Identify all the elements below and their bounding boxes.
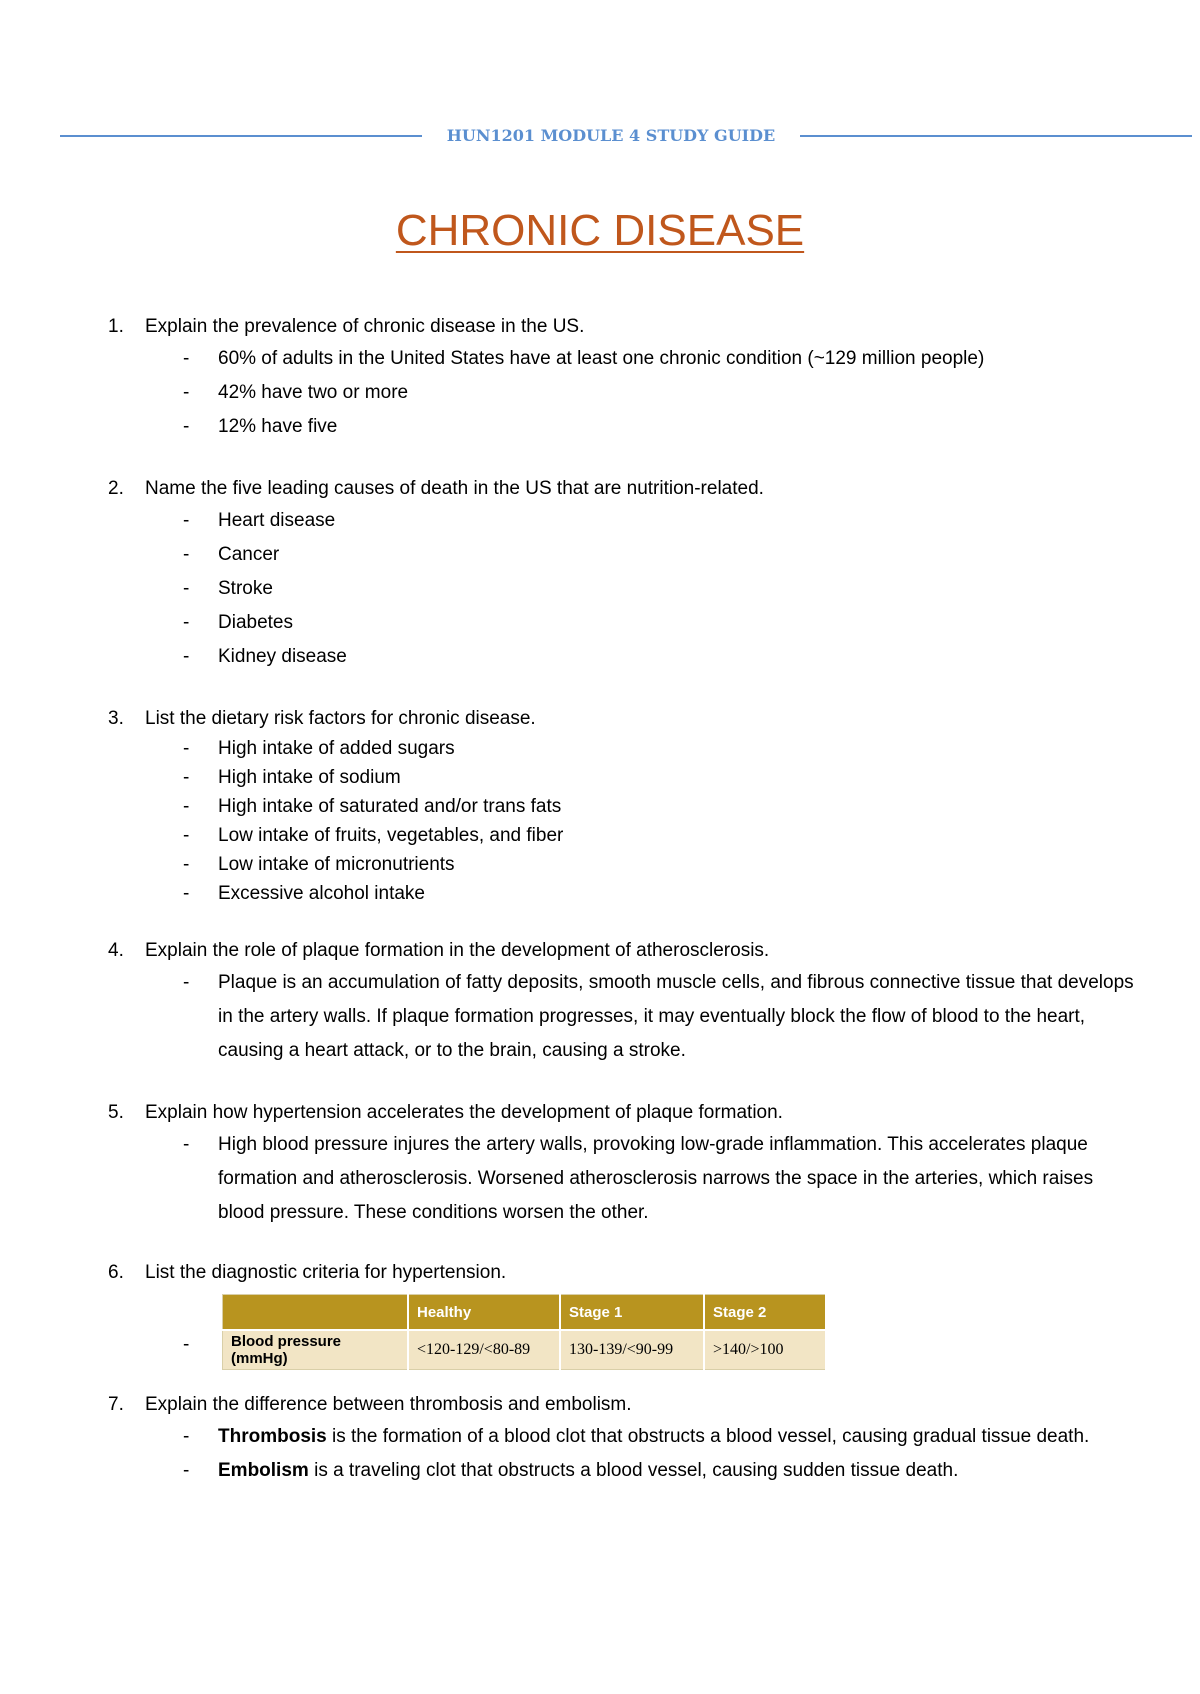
answer-item xyxy=(108,538,1138,572)
dash-bullet: - xyxy=(183,416,190,437)
answer-text: Low intake of micronutrients xyxy=(218,854,455,875)
dash-bullet: - xyxy=(183,767,190,788)
definition-text: is a traveling clot that obstructs a blood vessel, causing sudden tissue death. xyxy=(308,1460,959,1481)
answer-item xyxy=(108,850,1138,879)
question-text: Explain the prevalence of chronic disease in the US. xyxy=(145,316,585,337)
answer-text: Cancer xyxy=(218,544,280,565)
dash-bullet: - xyxy=(183,854,190,875)
dash-bullet: - xyxy=(183,646,190,667)
table-header-cell: Healthy xyxy=(408,1295,560,1331)
answer-list xyxy=(108,966,1138,1068)
answer-list xyxy=(108,504,1138,674)
question-number: 6. xyxy=(108,1262,124,1283)
answer-item xyxy=(108,966,1138,1068)
question-text: List the diagnostic criteria for hypertension. xyxy=(145,1262,507,1283)
question-text: Explain the difference between thrombosis and embolism. xyxy=(145,1394,632,1415)
document-header xyxy=(60,124,1132,148)
table-header-cell xyxy=(223,1295,409,1331)
dash-bullet: - xyxy=(183,825,190,846)
answer-item xyxy=(108,734,1138,763)
answer-text: High intake of sodium xyxy=(218,767,401,788)
answer-list xyxy=(108,1420,1138,1488)
answer-text: Heart disease xyxy=(218,510,336,531)
question-number: 7. xyxy=(108,1394,124,1415)
answer-item xyxy=(108,572,1138,606)
table-row xyxy=(223,1330,827,1370)
answer-item xyxy=(108,879,1138,908)
table-row-label: Blood pressure (mmHg) xyxy=(223,1330,409,1370)
table-header-cell: Stage 1 xyxy=(560,1295,704,1331)
header-label: HUN1201 MODULE 4 STUDY GUIDE xyxy=(446,126,776,145)
page-title: CHRONIC DISEASE xyxy=(395,206,805,255)
dash-bullet: - xyxy=(183,612,190,633)
header-rule-right xyxy=(800,135,1192,137)
question-list xyxy=(108,312,1138,1520)
answer-text: Excessive alcohol intake xyxy=(218,883,425,904)
question-text: Name the five leading causes of death in the US that are nutrition-related. xyxy=(145,478,764,499)
question-5 xyxy=(108,1098,1138,1230)
dash-bullet: - xyxy=(183,738,190,759)
dash-bullet: - xyxy=(183,883,190,904)
table-cell: 130-139/<90-99 xyxy=(560,1330,704,1370)
table-header-cell: Stage 2 xyxy=(704,1295,826,1331)
question-7 xyxy=(108,1390,1138,1488)
answer-text: 42% have two or more xyxy=(218,382,409,403)
question-4 xyxy=(108,936,1138,1068)
dash-bullet: - xyxy=(183,796,190,817)
question-number: 5. xyxy=(108,1102,124,1123)
dash-bullet: - xyxy=(183,382,190,403)
dash-bullet: - xyxy=(183,1134,190,1155)
table-cell: >140/>100 xyxy=(704,1330,826,1370)
dash-bullet: - xyxy=(183,578,190,599)
answer-list xyxy=(108,734,1138,908)
answer-text: Diabetes xyxy=(218,612,293,633)
answer-text: Low intake of fruits, vegetables, and fiber xyxy=(218,825,564,846)
answer-item xyxy=(108,640,1138,674)
table-header-row xyxy=(223,1295,827,1331)
question-number: 1. xyxy=(108,316,124,337)
question-2 xyxy=(108,474,1138,674)
answer-text: Plaque is an accumulation of fatty deposits, smooth muscle cells, and fibrous connective tissue that develops in the artery walls. If plaque formation progresses, it may eventually block the flow of blood to the heart, causing a heart attack, or to the brain, causing a stroke. xyxy=(218,972,1134,1061)
definition-text: is the formation of a blood clot that obstructs a blood vessel, causing gradual tissue death. xyxy=(326,1426,1090,1447)
bp-table-row xyxy=(108,1288,1138,1367)
dash-bullet: - xyxy=(183,544,190,565)
answer-item xyxy=(108,763,1138,792)
answer-text: Stroke xyxy=(218,578,273,599)
answer-text: 60% of adults in the United States have at least one chronic condition (~129 million people) xyxy=(218,348,985,369)
answer-list xyxy=(108,342,1138,444)
answer-text: 12% have five xyxy=(218,416,338,437)
answer-text: High intake of added sugars xyxy=(218,738,455,759)
answer-text: High blood pressure injures the artery walls, provoking low-grade inflammation. This accelerates plaque formation and atherosclerosis. Worsened atherosclerosis narrows the space in the arteries, which raises blood pressure. These conditions worsen the other. xyxy=(218,1134,1094,1223)
dash-bullet: - xyxy=(183,1426,190,1447)
question-number: 3. xyxy=(108,708,124,729)
definition-item xyxy=(108,1454,1138,1488)
dash-bullet: - xyxy=(183,1460,190,1481)
dash-bullet: - xyxy=(183,1334,190,1355)
question-text: Explain the role of plaque formation in the development of atherosclerosis. xyxy=(145,940,770,961)
question-3 xyxy=(108,704,1138,908)
answer-item xyxy=(108,606,1138,640)
dash-bullet: - xyxy=(183,972,190,993)
answer-text: High intake of saturated and/or trans fats xyxy=(218,796,562,817)
question-number: 2. xyxy=(108,478,124,499)
answer-item xyxy=(108,342,1138,376)
answer-text: Kidney disease xyxy=(218,646,347,667)
definition-term: Thrombosis xyxy=(218,1426,327,1447)
answer-item xyxy=(108,504,1138,538)
answer-item xyxy=(108,376,1138,410)
header-rule-left xyxy=(60,135,422,137)
question-text: List the dietary risk factors for chronic disease. xyxy=(145,708,536,729)
dash-bullet: - xyxy=(183,510,190,531)
question-number: 4. xyxy=(108,940,124,961)
question-6 xyxy=(108,1258,1138,1367)
answer-item xyxy=(108,792,1138,821)
definition-term: Embolism xyxy=(218,1460,309,1481)
answer-item xyxy=(108,1128,1138,1230)
answer-item xyxy=(108,410,1138,444)
question-text: Explain how hypertension accelerates the development of plaque formation. xyxy=(145,1102,783,1123)
answer-list xyxy=(108,1128,1138,1230)
question-1 xyxy=(108,312,1138,444)
dash-bullet: - xyxy=(183,348,190,369)
table-cell: <120-129/<80-89 xyxy=(408,1330,560,1370)
answer-item xyxy=(108,821,1138,850)
hypertension-criteria-table xyxy=(222,1294,827,1370)
definition-item xyxy=(108,1420,1138,1454)
